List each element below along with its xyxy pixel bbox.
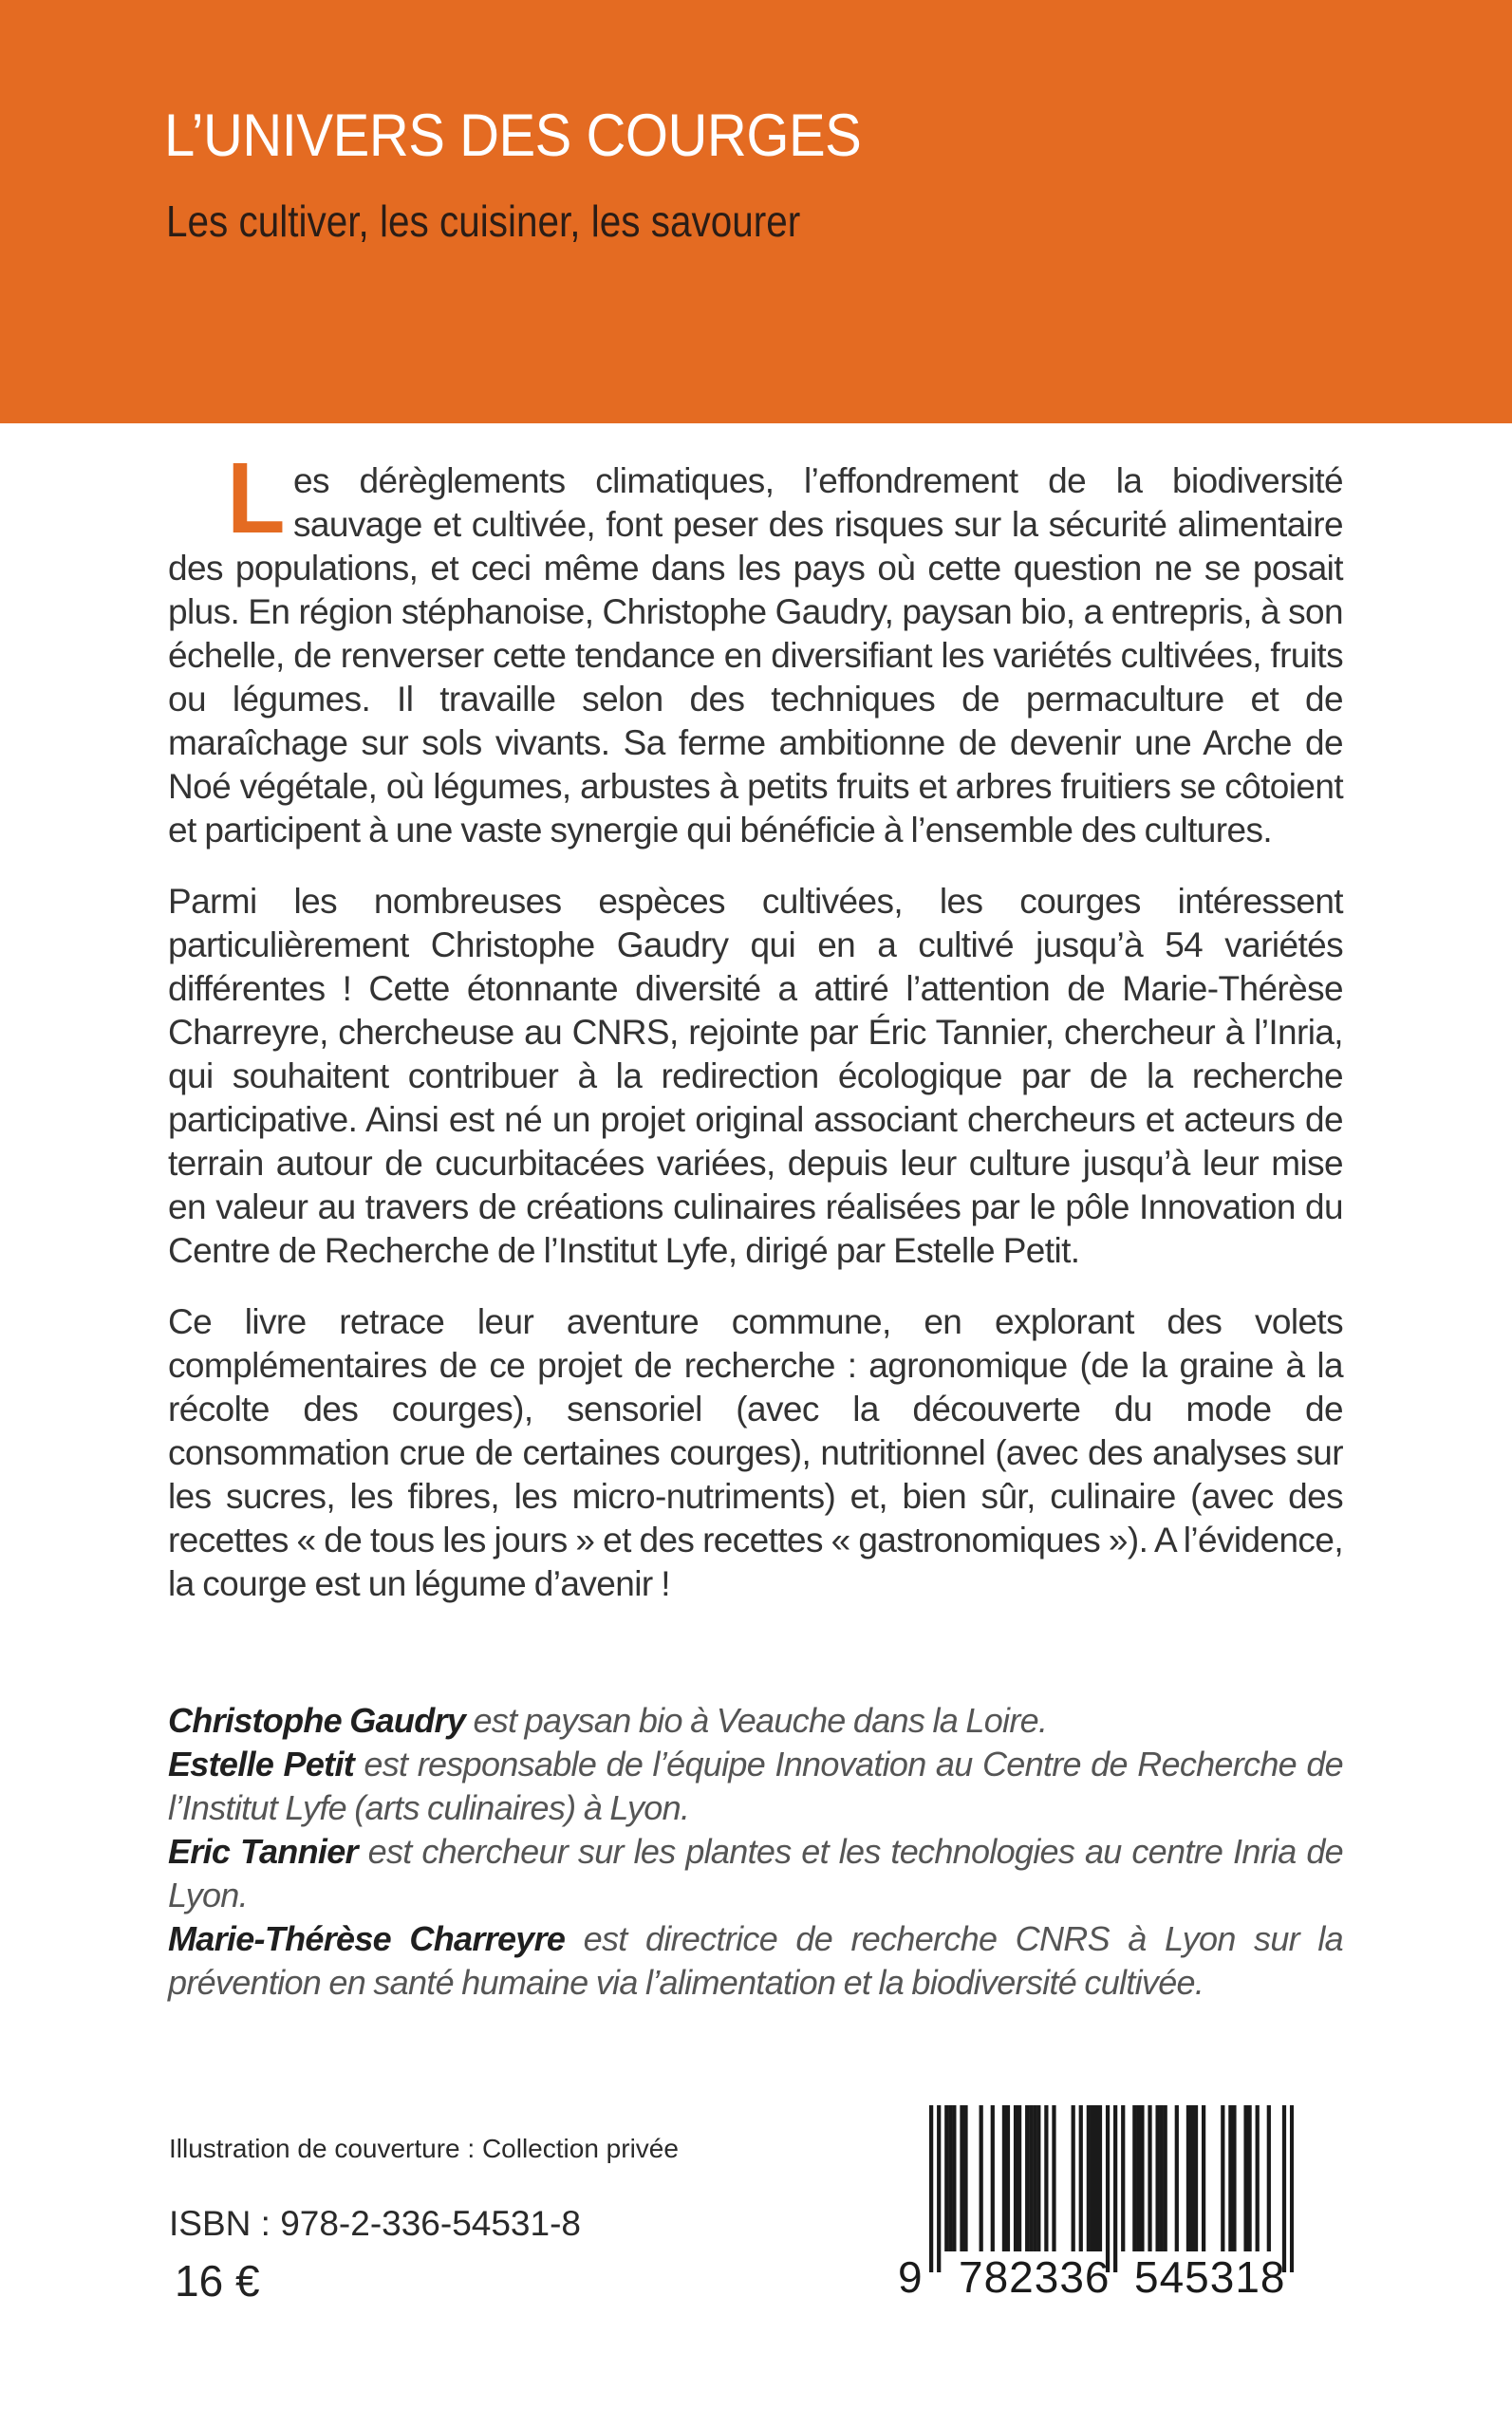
author-name: Eric Tannier xyxy=(168,1832,358,1871)
barcode-digits-right: 545318 xyxy=(1134,2252,1286,2302)
author-description: est directrice de recherche CNRS à Lyon sur la prévention en santé humaine via l’alimentation et la biodiversité cultivée. xyxy=(168,1919,1343,2002)
author-bio xyxy=(168,1830,1343,1917)
blurb-paragraph-1: L es dérèglements climatiques, l’effondrement de la biodiversité sauvage et cultivée, font peser des risques sur la sécurité alimentaire des populations, et ceci même dans les pays où cette question ne se posait plus. En région stéphanoise, Christophe Gaudry, paysan bio, a entrepris, à son échelle, de renverser cette tendance en diversifiant les variétés cultivées, fruits ou légumes. Il travaille selon des techniques de permaculture et de maraîchage sur sols vivants. Sa ferme ambitionne de devenir une Arche de Noé végétale, où légumes, arbustes à petits fruits et arbres fruitiers se côtoient et participent à une vaste synergie qui bénéficie à l’ensemble des cultures. xyxy=(168,442,1343,850)
author-bio xyxy=(168,1743,1343,1830)
illustration-credit: Illustration de couverture : Collection privée xyxy=(169,2134,679,2163)
author-name: Estelle Petit xyxy=(168,1745,355,1783)
blurb-paragraph-3: Ce livre retrace leur aventure commune, en explorant des volets complémentaires de ce projet de recherche : agronomique (de la graine à la récolte des courges), sensoriel (avec la découverte du mode de consommation crue de certaines courges), nutritionnel (avec des analyses sur les sucres, les fibres, les micro-nutriments) et, bien sûr, culinaire (avec des recettes « de tous les jours » et des recettes « gastronomiques »). A l’évidence, la courge est un légume d’avenir ! xyxy=(168,1302,1343,1603)
author-description: est paysan bio à Veauche dans la Loire. xyxy=(465,1701,1048,1740)
drop-cap: L xyxy=(227,442,285,554)
book-title: L’UNIVERS DES COURGES xyxy=(164,103,862,169)
barcode-bars xyxy=(929,2105,1294,2272)
author-bios xyxy=(168,1699,1343,2005)
ean13-barcode xyxy=(929,2105,1294,2272)
back-cover-blurb xyxy=(168,442,1343,1606)
author-description: est responsable de l’équipe Innovation au Centre de Recherche de l’Institut Lyfe (arts culinaires) à Lyon. xyxy=(168,1745,1344,1827)
author-description: est chercheur sur les plantes et les technologies au centre Inria de Lyon. xyxy=(168,1832,1343,1914)
blurb-paragraph-2: Parmi les nombreuses espèces cultivées, les courges intéressent particulièrement Christophe Gaudry qui en a cultivé jusqu’à 54 variétés différentes ! Cette étonnante diversité a attiré l’attention de Marie-Thérèse Charreyre, chercheuse au CNRS, rejointe par Éric Tannier, chercheur à l’Inria, qui souhaitent contribuer à la redirection écologique par de la recherche participative. Ainsi est né un projet original associant chercheurs et acteurs de terrain autour de cucurbitacées variées, depuis leur culture jusqu’à leur mise en valeur au travers de créations culinaires réalisées par le pôle Innovation du Centre de Recherche de l’Institut Lyfe, dirigé par Estelle Petit. xyxy=(168,882,1343,1270)
author-bio xyxy=(168,1699,1343,1743)
price-label: 16 € xyxy=(175,2256,260,2306)
cover-header-band xyxy=(0,0,1512,423)
barcode-digit-first: 9 xyxy=(898,2252,923,2302)
isbn-label: ISBN : 978-2-336-54531-8 xyxy=(169,2204,581,2243)
author-name: Marie-Thérèse Charreyre xyxy=(168,1919,566,1958)
barcode-digits-left: 782336 xyxy=(959,2252,1111,2302)
author-bio xyxy=(168,1917,1343,2005)
book-subtitle: Les cultiver, les cuisiner, les savourer xyxy=(166,196,801,246)
author-name: Christophe Gaudry xyxy=(168,1701,466,1740)
